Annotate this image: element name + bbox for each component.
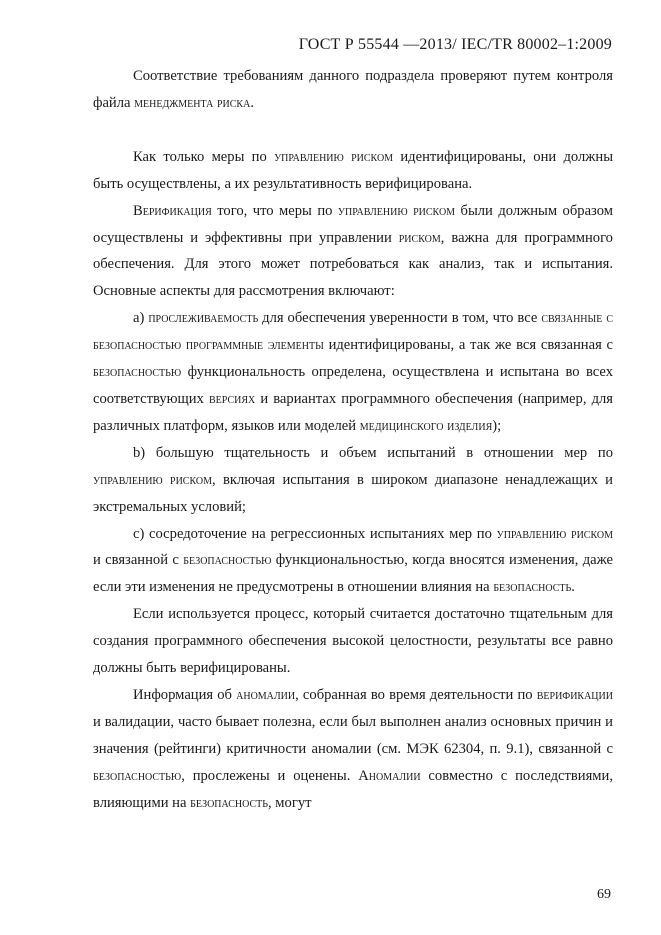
list-item-testing-scope: b) большую тщательность и объем испытаний в отношении мер по управлению риском, включая испытания в широком диапазоне ненадлежащих и экстремальных условий; xyxy=(93,444,613,515)
document-body xyxy=(93,63,613,816)
paragraph-risk-control-measures: Как только меры по управлению риском идентифицированы, они должны быть осуществлены, а их результативность верифицирована. xyxy=(93,148,614,192)
document-header: ГОСТ Р 55544 —2013/ IEC/TR 80002–1:2009 xyxy=(298,36,612,53)
paragraph-compliance-check: Соответствие требованиям данного подраздела проверяют путем контроля файла менеджмента риска. xyxy=(93,68,613,111)
paragraph-anomaly-information: Информация об аномалии, собранная во время деятельности по верификации и валидации, часто бывает полезна, если был выполнен анализ основных причин и значения (рейтинги) критичности аномалии (см. МЭК 62304, п. 9.1), связанной с безопасностью, прослежены и оценены. Аномалии совместно с последствиями, влияющими на безопасность, могут xyxy=(93,686,613,811)
list-item-regression-testing: c) сосредоточение на регрессионных испытаниях мер по управлению риском и связанной с безопасностью функциональностью, когда вносятся изменения, даже если эти изменения не предусмотрены в отношении влияния на безопасность. xyxy=(93,525,613,596)
paragraph-high-integrity-process: Если используется процесс, который считается достаточно тщательным для создания программного обеспечения высокой целостности, результаты все равно должны быть верифицированы. xyxy=(93,606,613,677)
page-number: 69 xyxy=(597,887,611,902)
paragraph-verification: Верификация того, что меры по управлению риском были должным образом осуществлены и эффективны при управлении риском, важна для программного обеспечения. Для этого может потребоваться как анализ, так и испытания. Основные аспекты для рассмотрения включают: xyxy=(93,202,613,300)
list-item-traceability: a) прослеживаемость для обеспечения уверенности в том, что все связанные с безопасностью программные элементы идентифицированы, а так же вся связанная с безопасностью функциональность определена, осуществлена и испытана во всех соответствующих версиях и вариантах программного обеспечения (например, для различных платформ, языков или моделей медицинского изделия); xyxy=(93,310,613,434)
